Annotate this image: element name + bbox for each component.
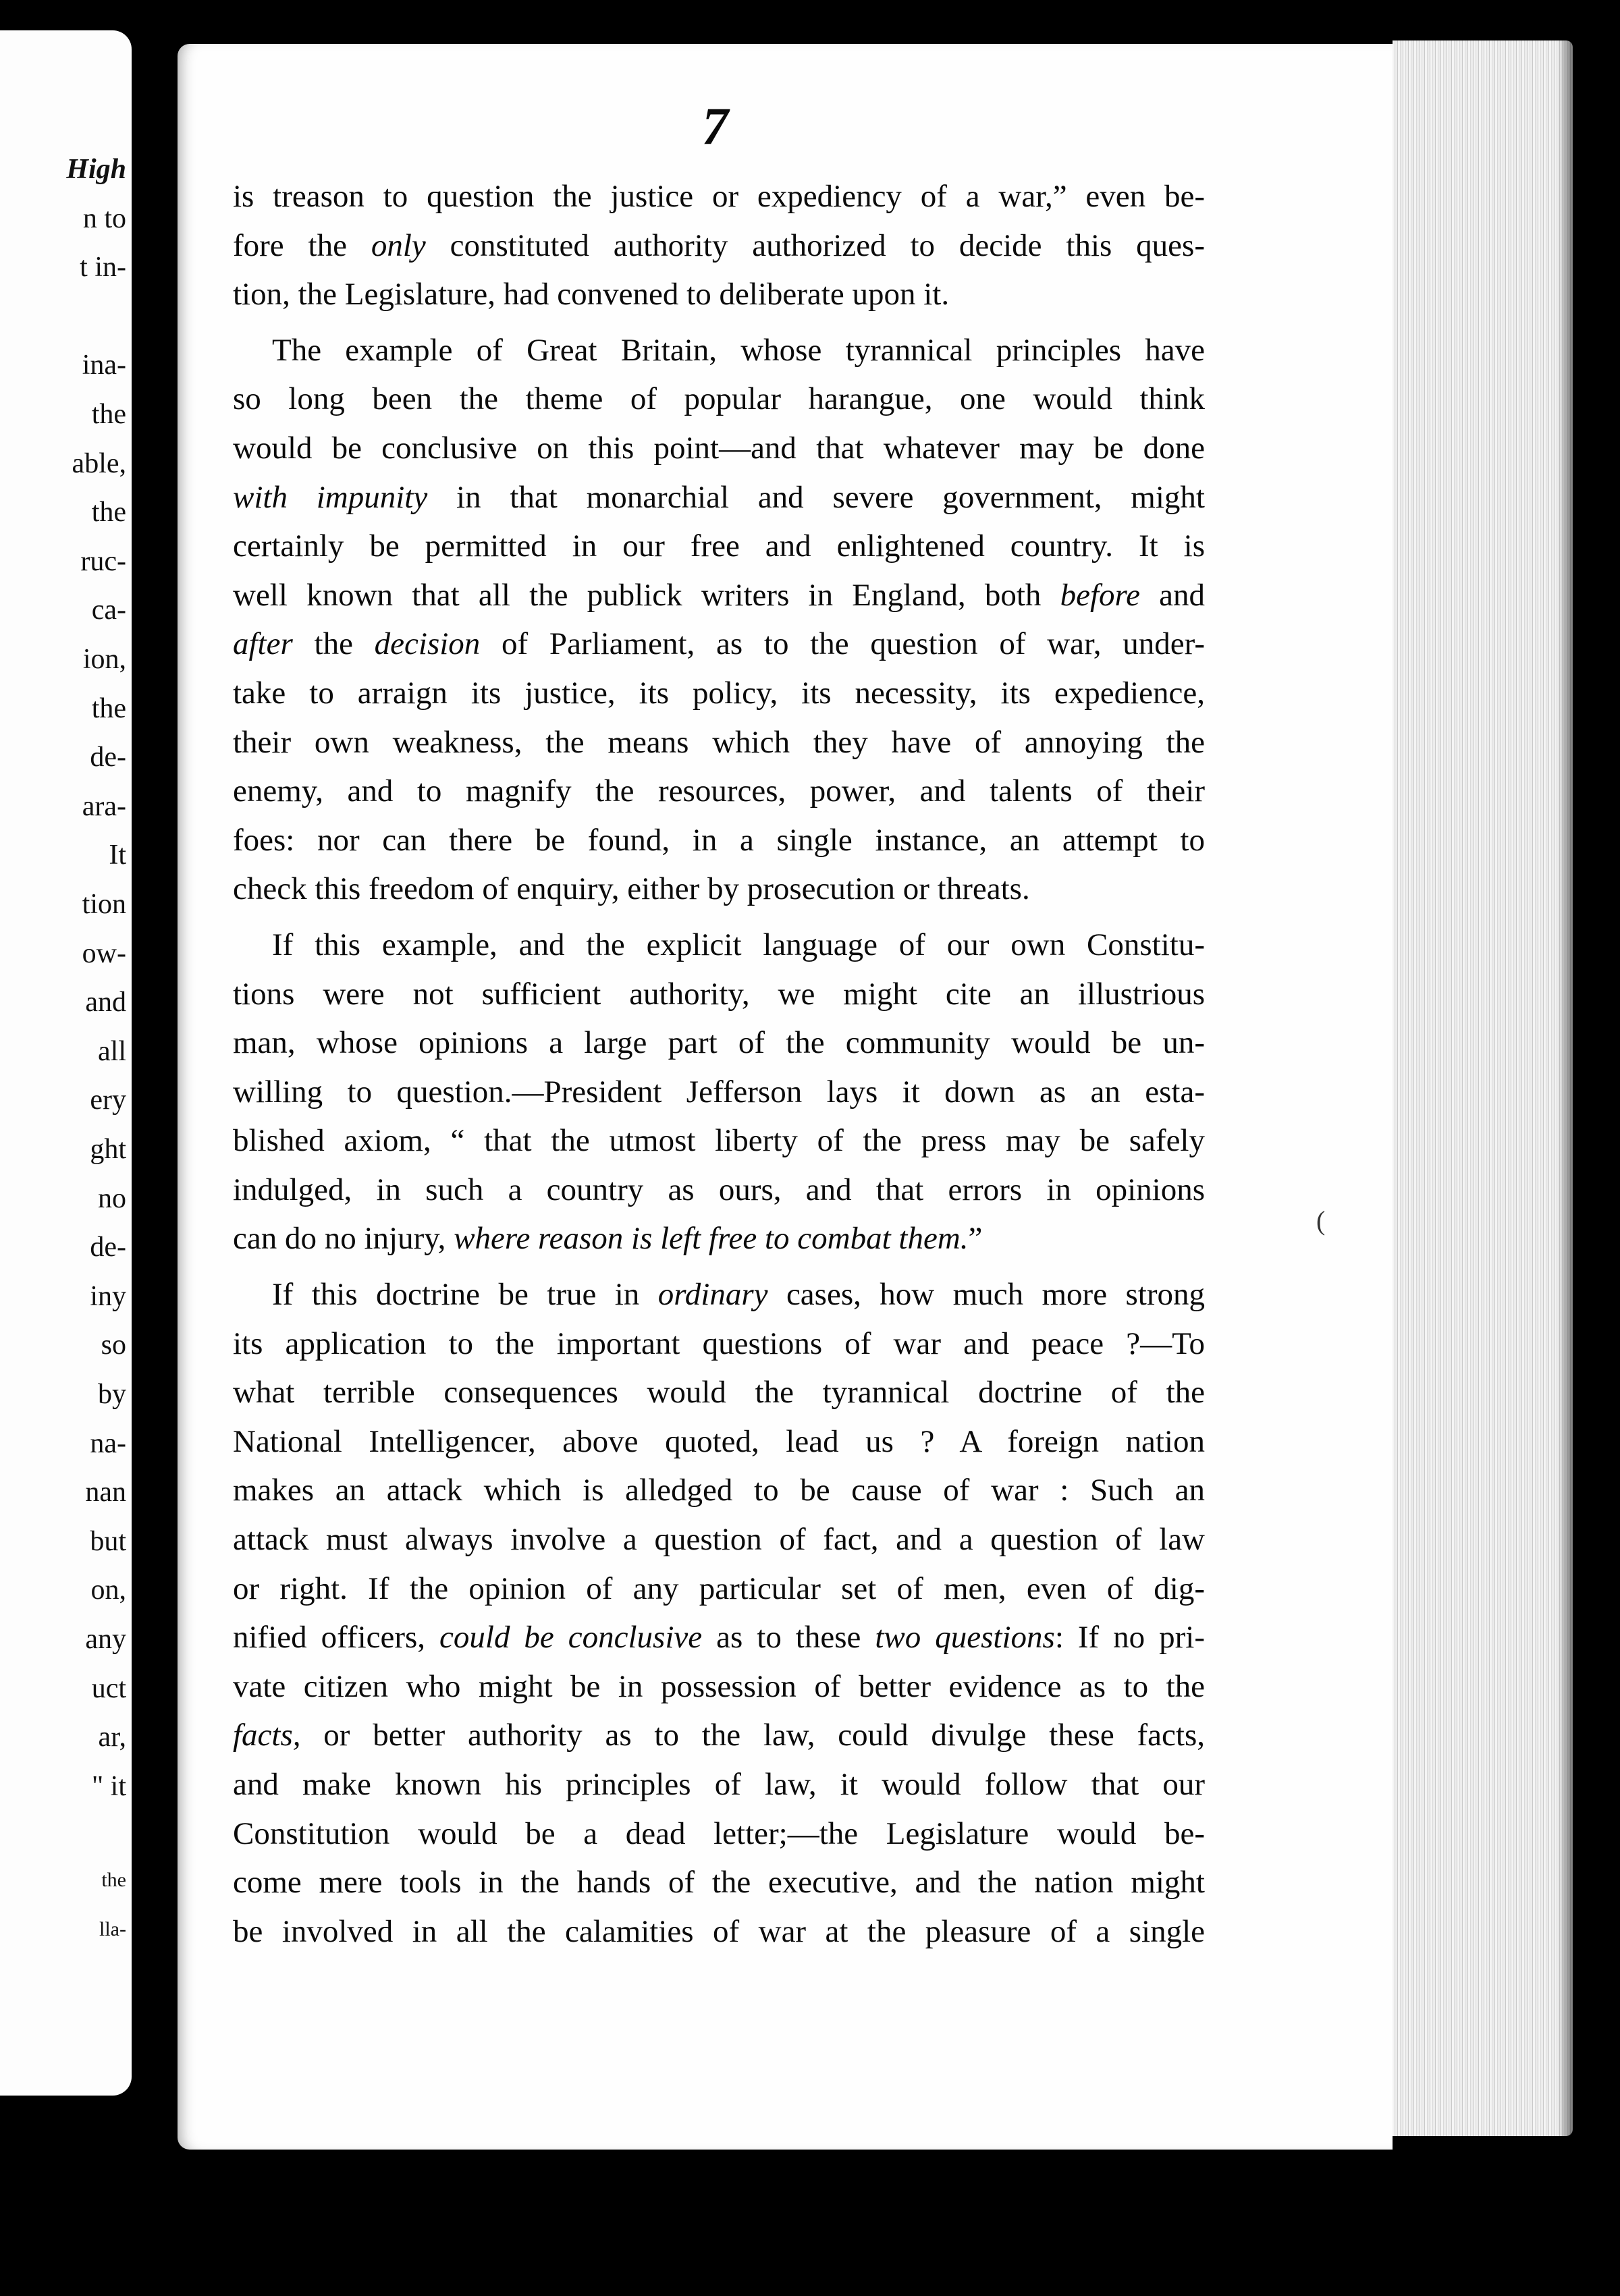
text-run: man, whose opinions a large part of the community would be un- xyxy=(233,1025,1205,1061)
left-page-fragment: but xyxy=(90,1525,126,1557)
text-line xyxy=(233,1417,1205,1467)
text-line xyxy=(233,718,1205,767)
text-run: tion, the Legislature, had convened to deliberate upon it. xyxy=(233,277,950,312)
text-line xyxy=(233,1907,1205,1957)
text-run: National Intelligencer, above quoted, lead us ? A foreign nation xyxy=(233,1423,1205,1459)
left-page-fragment: ar, xyxy=(98,1722,126,1753)
text-run: would be conclusive on this point—and that whatever may be done xyxy=(233,430,1205,466)
text-run: cases, how much more strong xyxy=(767,1277,1205,1313)
text-run: as to these xyxy=(702,1620,875,1656)
stray-mark: ( xyxy=(1316,1205,1326,1236)
left-page-fragment: the xyxy=(91,497,126,528)
italic-text: after xyxy=(233,626,293,662)
text-run: nified officers, xyxy=(233,1620,440,1656)
text-run: blished axiom, “ that the utmost liberty of the press may be safely xyxy=(233,1123,1205,1159)
text-line xyxy=(233,270,1205,319)
left-page-fragment: ery xyxy=(90,1085,126,1116)
text-line xyxy=(233,375,1205,424)
left-page-fragment: and xyxy=(85,987,126,1018)
left-page-fragment: no xyxy=(98,1182,126,1214)
italic-text: ordinary xyxy=(657,1277,768,1313)
left-page-fragment: able, xyxy=(72,447,126,479)
text-line xyxy=(233,221,1205,271)
left-page-fragment: tion xyxy=(82,889,126,920)
text-run: constituted authority authorized to decide this ques- xyxy=(425,227,1205,263)
text-run: indulged, in such a country as ours, and that errors in opinions xyxy=(233,1172,1205,1207)
text-run: well known that all the publick writers in England, both xyxy=(233,577,1060,613)
text-line xyxy=(233,1018,1205,1068)
text-run: If this doctrine be true in xyxy=(272,1277,658,1313)
left-page-fragment: ion, xyxy=(82,644,126,675)
text-line xyxy=(233,921,1205,970)
text-run: the xyxy=(292,626,375,662)
left-page-fragment: all xyxy=(98,1035,126,1067)
left-page-fragment: so xyxy=(101,1330,126,1361)
text-line xyxy=(233,1466,1205,1515)
italic-text: where reason is left free to combat them. xyxy=(454,1221,969,1257)
text-run: and make known his principles of law, it would follow that our xyxy=(233,1767,1205,1802)
italic-text: facts, xyxy=(233,1718,301,1753)
text-line xyxy=(233,172,1205,221)
left-page-fragment: on, xyxy=(90,1575,126,1606)
text-run: take to arraign its justice, its policy, its necessity, its expedience, xyxy=(233,675,1205,711)
left-page-fragment: nan xyxy=(85,1477,126,1508)
text-line xyxy=(233,970,1205,1019)
text-line xyxy=(233,816,1205,865)
left-page-fragment: ruc- xyxy=(80,545,126,577)
left-page-fragment: de- xyxy=(90,1232,126,1263)
italic-text: only xyxy=(371,227,426,263)
text-run: vate citizen who might be in possession of better evidence as to the xyxy=(233,1668,1205,1704)
page-edges xyxy=(1393,40,1573,2136)
text-run: of Parliament, as to the question of war, under- xyxy=(480,626,1205,662)
left-page-fragment: It xyxy=(109,840,126,871)
left-page-fragment: the xyxy=(101,1869,126,1891)
left-page-fragment: High xyxy=(66,154,126,185)
left-page-fragment: ina- xyxy=(82,350,126,381)
text-line xyxy=(233,473,1205,522)
text-run: be involved in all the calamities of war at the pleasure of a single xyxy=(233,1913,1205,1949)
left-page-fragment: na- xyxy=(90,1427,126,1459)
text-line xyxy=(233,1214,1205,1263)
text-run: so long been the theme of popular harangue, one would think xyxy=(233,381,1205,417)
text-run: fore the xyxy=(233,227,371,263)
italic-text: could be conclusive xyxy=(439,1620,703,1656)
text-run: willing to question.—President Jefferson lays it down as an esta- xyxy=(233,1074,1205,1110)
left-page-fragment: iny xyxy=(90,1280,126,1312)
text-line xyxy=(233,522,1205,571)
text-line xyxy=(233,1515,1205,1564)
left-page-fragment: ow- xyxy=(82,937,126,969)
text-run: what terrible consequences would the tyrannical doctrine of the xyxy=(233,1375,1205,1411)
left-page-fragment: ca- xyxy=(91,595,126,626)
italic-text: two questions xyxy=(875,1620,1055,1656)
text-run: makes an attack which is alledged to be cause of war : Such an xyxy=(233,1473,1205,1508)
book-gutter xyxy=(132,27,179,2106)
left-page-fragment: ght xyxy=(90,1134,126,1165)
text-run: If this example, and the explicit language of our own Constitu- xyxy=(272,927,1205,962)
text-line xyxy=(233,1711,1205,1760)
italic-text: before xyxy=(1060,577,1140,613)
text-line xyxy=(233,1858,1205,1907)
text-line xyxy=(233,865,1205,914)
text-line xyxy=(233,1068,1205,1117)
text-line xyxy=(233,571,1205,620)
left-page-fragment: the xyxy=(91,399,126,430)
text-line xyxy=(233,1613,1205,1662)
text-line xyxy=(233,620,1205,669)
left-page-fragment: ara- xyxy=(82,790,126,822)
text-run: foes: nor can there be found, in a single instance, an attempt to xyxy=(233,822,1205,858)
text-line xyxy=(233,1116,1205,1166)
text-run: its application to the important questions of war and peace ?—To xyxy=(233,1325,1205,1361)
italic-text: decision xyxy=(374,626,481,662)
left-page-fragment: lla- xyxy=(99,1917,126,1940)
text-line xyxy=(233,1319,1205,1369)
text-line xyxy=(233,326,1205,375)
page-number: 7 xyxy=(702,97,728,155)
left-page-fragment: by xyxy=(98,1379,126,1410)
text-line xyxy=(233,1564,1205,1614)
text-run: attack must always involve a question of fact, and a question of law xyxy=(233,1522,1205,1558)
left-facing-page xyxy=(0,30,132,2096)
text-line xyxy=(233,1760,1205,1809)
text-line xyxy=(233,1368,1205,1417)
text-line xyxy=(233,424,1205,473)
text-run: ” xyxy=(968,1221,983,1257)
text-run: certainly be permitted in our free and enlightened country. It is xyxy=(233,528,1205,564)
text-line xyxy=(233,669,1205,718)
text-run: is treason to question the justice or expediency of a war,” even be- xyxy=(233,179,1205,214)
text-run: : If no pri- xyxy=(1054,1620,1205,1656)
text-run: The example of Great Britain, whose tyrannical principles have xyxy=(272,332,1205,368)
text-run: and xyxy=(1139,577,1205,613)
left-page-fragment: " it xyxy=(92,1770,126,1802)
text-run: their own weakness, the means which they have of annoying the xyxy=(233,724,1205,760)
text-line xyxy=(233,1809,1205,1859)
page-body-text xyxy=(233,172,1205,1956)
italic-text: with impunity xyxy=(233,479,428,515)
text-run: Constitution would be a dead letter;—the Legislature would be- xyxy=(233,1815,1205,1851)
text-run: tions were not sufficient authority, we might cite an illustrious xyxy=(233,976,1205,1012)
text-line xyxy=(233,1270,1205,1319)
text-run: come mere tools in the hands of the executive, and the nation might xyxy=(233,1865,1205,1901)
text-run: or better authority as to the law, could divulge these facts, xyxy=(300,1718,1205,1753)
text-run: in that monarchial and severe government, might xyxy=(427,479,1205,515)
left-page-fragment: the xyxy=(91,692,126,724)
text-run: check this freedom of enquiry, either by prosecution or threats. xyxy=(233,871,1030,907)
text-line xyxy=(233,1166,1205,1215)
text-run: enemy, and to magnify the resources, power, and talents of their xyxy=(233,773,1205,809)
left-page-fragment: any xyxy=(85,1624,126,1655)
left-page-fragment: n to xyxy=(82,202,126,234)
text-run: can do no injury, xyxy=(233,1221,454,1257)
left-page-fragment: de- xyxy=(90,742,126,773)
text-run: or right. If the opinion of any particular set of men, even of dig- xyxy=(233,1570,1205,1606)
text-line xyxy=(233,1662,1205,1712)
text-line xyxy=(233,767,1205,816)
left-page-fragment: t in- xyxy=(80,252,126,283)
left-page-fragment: uct xyxy=(91,1672,126,1704)
